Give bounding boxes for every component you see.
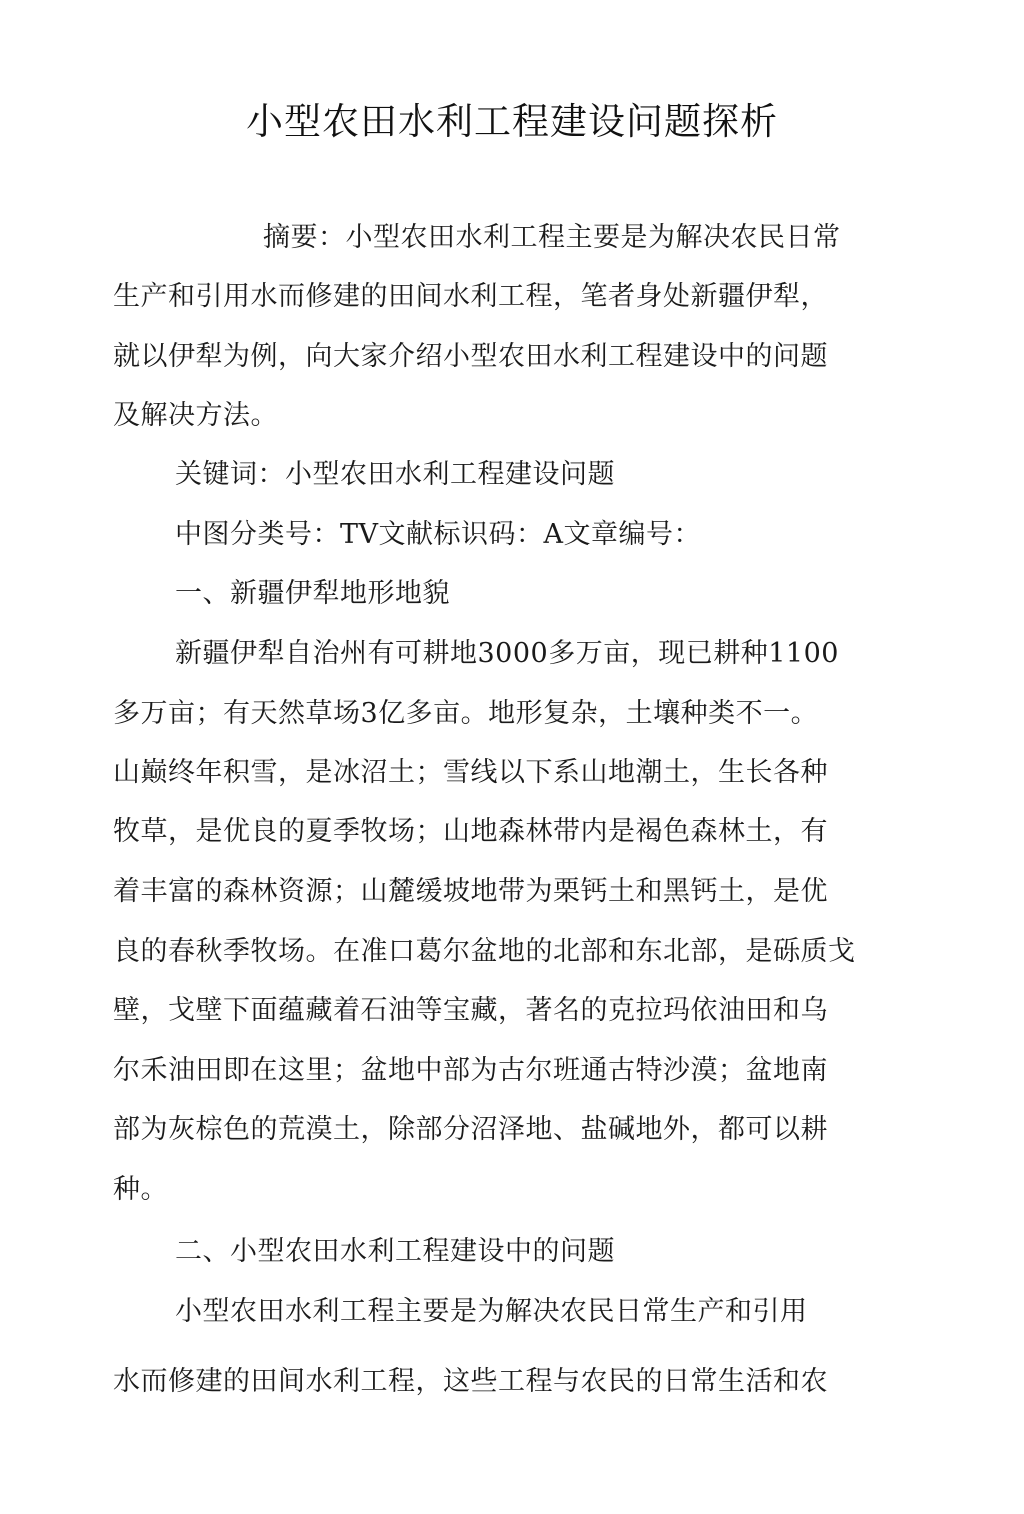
abstract-line-4: 及解决方法。: [113, 400, 278, 431]
paragraph-line: 良的春秋季牧场。在准口葛尔盆地的北部和东北部，是砾质戈: [113, 936, 856, 967]
keywords-line: 关键词：小型农田水利工程建设问题: [175, 459, 615, 490]
paragraph-line: 种。: [113, 1174, 168, 1205]
paragraph-line: 小型农田水利工程主要是为解决农民日常生产和引用: [175, 1296, 808, 1327]
abstract-line-1: 摘要：小型农田水利工程主要是为解决农民日常: [263, 222, 841, 253]
paragraph-line: 尔禾油田即在这里；盆地中部为古尔班通古特沙漠；盆地南: [113, 1055, 828, 1086]
section-heading-2: 二、小型农田水利工程建设中的问题: [175, 1236, 615, 1267]
paragraph-line: 着丰富的森林资源；山麓缓坡地带为栗钙土和黑钙土，是优: [113, 876, 828, 907]
paragraph-line: 水而修建的田间水利工程，这些工程与农民的日常生活和农: [113, 1366, 828, 1397]
classification-line: 中图分类号：TV文献标识码：A文章编号：: [175, 519, 702, 550]
paragraph-line: 部为灰棕色的荒漠土，除部分沼泽地、盐碱地外，都可以耕: [113, 1114, 828, 1145]
abstract-line-3: 就以伊犁为例，向大家介绍小型农田水利工程建设中的问题: [113, 341, 828, 372]
section-heading-1: 一、新疆伊犁地形地貌: [175, 578, 450, 609]
paragraph-line: 牧草，是优良的夏季牧场；山地森林带内是褐色森林土，有: [113, 816, 828, 847]
paragraph-line: 新疆伊犁自治州有可耕地3000多万亩，现已耕种1100: [175, 638, 839, 669]
document-title: 小型农田水利工程建设问题探析: [246, 100, 778, 143]
abstract-line-2: 生产和引用水而修建的田间水利工程，笔者身处新疆伊犁，: [113, 281, 828, 312]
paragraph-line: 山巅终年积雪，是冰沼土；雪线以下系山地潮土，生长各种: [113, 757, 828, 788]
paragraph-line: 多万亩；有天然草场3亿多亩。地形复杂，土壤种类不一。: [113, 698, 819, 729]
paragraph-line: 壁，戈壁下面蕴藏着石油等宝藏，著名的克拉玛依油田和乌: [113, 995, 828, 1026]
